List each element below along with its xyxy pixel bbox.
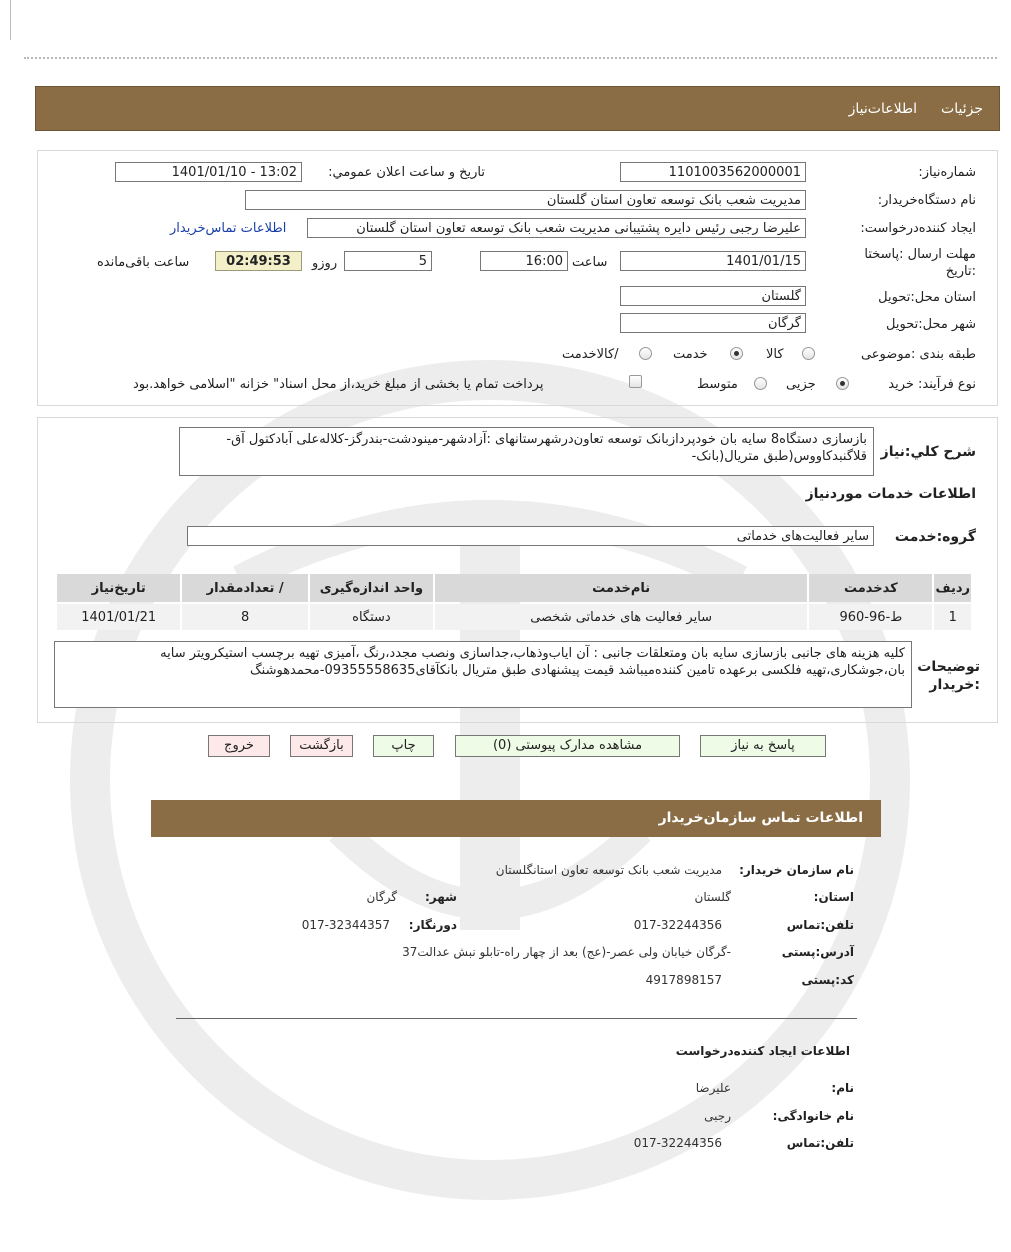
hour-label: ساعت [572,255,608,270]
remaining-time: 02:49:53 [215,251,302,271]
creator-field: علیرضا رجبی رئیس دایره پشتیبانی مدیریت شعب بانک توسعه تعاون استان گلستان [307,218,806,238]
deadline-label-2: :تاریخ [945,264,976,279]
days-field: 5 [344,251,432,271]
province-field: گلستان [620,286,806,306]
table-row [57,604,971,630]
category-label: طبقه بندی :موضوعی [860,347,976,362]
tab-need-info[interactable]: اطلاعات‌نیاز [848,101,917,117]
deadline-hour-field: 16:00 [480,251,568,271]
contact-province-value: گلستان [694,890,731,904]
process-medium-label: متوسط [697,377,738,392]
process-medium-radio[interactable] [754,377,767,390]
contact-phone-value: 017-32244356 [633,918,722,932]
announce-date-field: 1401/01/10 - 13:02 [115,162,302,182]
category-service-label: خدمت [673,347,708,362]
creator-info-title: اطلاعات ایجاد کننده‌درخواست [675,1044,850,1058]
col-unit: واحد اندازه‌گیری [310,574,433,602]
announce-date-label: تاریخ و ساعت اعلان عمومي: [328,165,485,180]
cell-row: 1 [934,604,971,630]
org-name-label: نام سازمان خریدار: [739,863,854,877]
general-desc-box: بازسازی دستگاه8 سایه بان خودپردازبانک توسعه تعاون‌درشهرستانهای :آزادشهر-مینودشت-بندرگز-کلاله‌علی آبادکتول آق-قلاگنبدکاووس(طبق متریال(بانک- [179,427,874,476]
contact-address-label: آدرس:پستی [781,945,854,959]
creator-label: ایجاد کننده‌درخواست: [860,221,976,236]
dotted-divider [24,57,997,59]
city-label: شهر محل:تحویل [886,317,976,332]
deadline-label: مهلت ارسال :پاسختا [864,247,976,262]
need-number-field: 1101003562000001 [620,162,806,182]
service-group-label: گروه:خدمت [894,529,976,545]
buyer-notes-box: کلیه هزینه های جانبی بازسازی سایه بان ومتعلقات جانبی : آن ایاب‌وذهاب،جداسازی ونصب مجدد،رنگ ،آمیزی تهیه برچسب استیکرویتر سایه بان،جوشکاری،تهیه فلکسی برعهده تامین کننده‌میباشد قیمت پیشنهادی طبق متریال بانکآقای09355558635-محمدهوشنگ [54,641,912,708]
need-number-label: شماره‌نیاز: [918,165,976,180]
col-need-date: تاریخ‌نیاز [57,574,180,602]
creator-first-name-value: علیرضا [695,1081,731,1095]
back-button[interactable]: بازگشت [290,735,353,757]
cell-quantity: 8 [182,604,307,630]
process-partial-radio[interactable] [836,377,849,390]
day-label: روزو [312,256,338,271]
col-row: ردیف [934,574,971,602]
view-attachments-button[interactable]: مشاهده مدارک پیوستی (0) [455,735,680,757]
process-partial-label: جزیی [786,377,816,392]
city-field: گرگان [620,313,806,333]
contact-fax-value: 017-32344357 [301,918,390,932]
print-button[interactable]: چاپ [373,735,434,757]
cell-unit: دستگاه [310,604,433,630]
cell-need-date: 1401/01/21 [57,604,180,630]
deadline-date-field: 1401/01/15 [620,251,806,271]
creator-last-name-label: نام خانوادگی: [772,1109,854,1123]
buyer-contact-title: اطلاعات تماس سازمان‌خریدار [658,810,863,826]
need-form-panel [37,150,998,406]
contact-postal-value: 4917898157 [645,973,722,987]
treasury-payment-checkbox[interactable] [629,375,642,388]
category-goods-service-label: /کالاخدمت [562,347,619,362]
remaining-label: ساعت باقی‌مانده [97,255,190,270]
section-divider [176,1018,857,1019]
creator-phone-label: تلفن:تماس [786,1136,854,1150]
category-service-radio[interactable] [730,347,743,360]
org-name-value: مدیریت شعب بانک توسعه تعاون استانگلستان [495,863,722,877]
treasury-payment-note: پرداخت تمام یا بخشی از مبلغ خرید،از محل اسناد" خزانه "اسلامی خواهد.بود [133,377,544,392]
buyer-notes-label-2: :خریدار [929,677,980,693]
table-header-row [57,574,971,602]
contact-address-value: -گرگان خیابان ولی عصر-(عج) بعد از چهار راه-تابلو نبش عدالت37 [402,945,731,959]
col-service-name: نام‌خدمت [435,574,807,602]
buyer-notes-label: توضیحات [917,659,980,675]
cell-service-code: ط-96-960 [809,604,932,630]
creator-phone-value: 017-32244356 [633,1136,722,1150]
col-quantity: / تعدادمقدار [182,574,307,602]
buyer-contact-section-bar [151,800,881,837]
creator-last-name-value: رجبی [704,1109,731,1123]
contact-city-label: شهر: [425,890,457,904]
services-table [55,572,973,632]
buyer-contact-link[interactable]: اطلاعات تماس‌خریدار [170,221,287,236]
category-goods-label: کالا [766,347,784,362]
buyer-org-label: نام دستگاه‌خریدار: [877,193,976,208]
reply-button[interactable]: پاسخ به نیاز [700,735,826,757]
tab-details[interactable]: جزئیات [941,101,983,117]
header-bar [35,86,1000,131]
services-info-title: اطلاعات خدمات موردنیاز [805,486,976,502]
contact-province-label: استان: [813,890,854,904]
buyer-org-field: مدیریت شعب بانک توسعه تعاون استان گلستان [245,190,806,210]
contact-postal-label: کد:پستی [801,973,854,987]
service-group-field: سایر فعالیت‌های خدماتی [187,526,874,546]
top-divider [10,0,11,40]
category-goods-service-radio[interactable] [639,347,652,360]
process-type-label: نوع فرآیند: خرید [888,377,976,392]
cell-service-name: سایر فعالیت های خدماتی شخصی [435,604,807,630]
category-goods-radio[interactable] [802,347,815,360]
contact-phone-label: تلفن:تماس [786,918,854,932]
exit-button[interactable]: خروج [208,735,270,757]
col-service-code: کدخدمت [809,574,932,602]
contact-city-value: گرگان [366,890,397,904]
province-label: استان محل:تحویل [878,290,976,305]
general-desc-label: شرح کلي:نیاز [880,444,976,460]
creator-first-name-label: نام: [831,1081,854,1095]
contact-fax-label: دورنگار: [408,918,457,932]
